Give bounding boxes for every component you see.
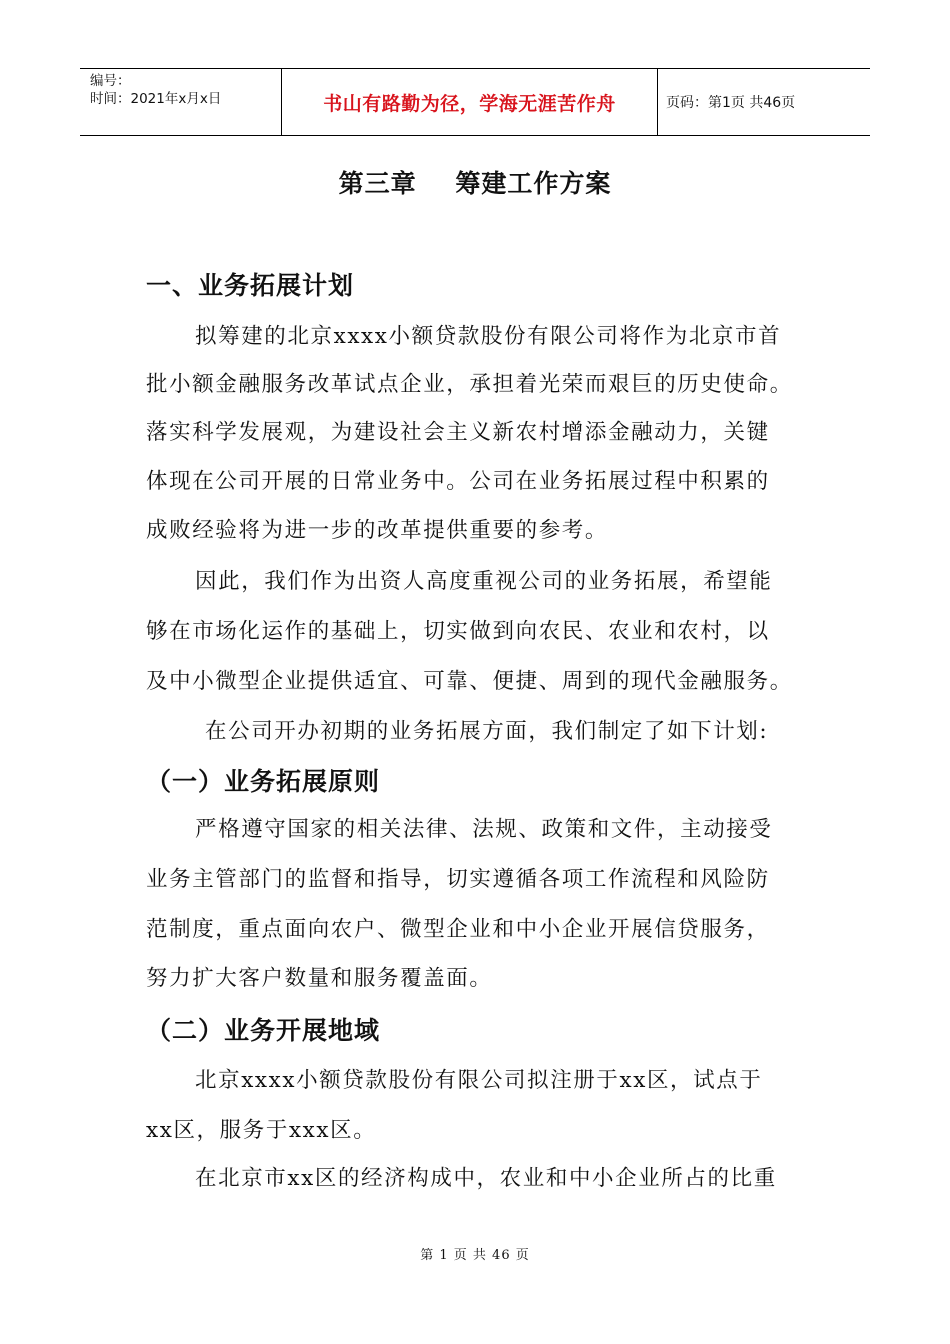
header-meta: [80, 69, 282, 135]
paragraph-line: xx区，服务于xxx区。: [146, 1118, 377, 1143]
paragraph-line: 够在市场化运作的基础上，切实做到向农民、农业和农村，以: [146, 619, 770, 644]
number-label: 编号：: [90, 73, 131, 89]
paragraph-line: 因此，我们作为出资人高度重视公司的业务拓展，希望能: [195, 569, 773, 594]
header-page-code: 页码：第1页 共46页: [666, 95, 796, 111]
paragraph-line: 范制度，重点面向农户、微型企业和中小企业开展信贷服务，: [146, 917, 770, 942]
section-heading: 一、业务拓展计划: [146, 271, 355, 300]
chapter-title: 第三章 筹建工作方案: [338, 169, 612, 198]
paragraph-line: 及中小微型企业提供适宜、可靠、便捷、周到的现代金融服务。: [146, 669, 793, 694]
time-label: 时间：2021年x月x日: [90, 91, 222, 107]
paragraph-line: 北京xxxx小额贷款股份有限公司拟注册于xx区，试点于: [195, 1068, 763, 1093]
subsection-heading: （一）业务拓展原则: [146, 767, 381, 796]
paragraph-line: 在北京市xx区的经济构成中，农业和中小企业所占的比重: [195, 1166, 777, 1191]
paragraph-line: 业务主管部门的监督和指导，切实遵循各项工作流程和风险防: [146, 867, 770, 892]
paragraph-line: 落实科学发展观，为建设社会主义新农村增添金融动力，关键: [146, 420, 770, 445]
paragraph-line: 拟筹建的北京xxxx小额贷款股份有限公司将作为北京市首: [195, 324, 782, 349]
page-footer: 第 1 页 共 46 页: [420, 1248, 530, 1263]
header-motto: 书山有路勤为径，学海无涯苦作舟: [282, 69, 658, 135]
paragraph-line: 成败经验将为进一步的改革提供重要的参考。: [146, 518, 609, 543]
paragraph-line: 体现在公司开展的日常业务中。公司在业务拓展过程中积累的: [146, 469, 770, 494]
paragraph-line: 在公司开办初期的业务拓展方面，我们制定了如下计划:: [205, 719, 769, 744]
document-header: [80, 68, 870, 136]
paragraph-line: 批小额金融服务改革试点企业，承担着光荣而艰巨的历史使命。: [146, 372, 793, 397]
paragraph-line: 努力扩大客户数量和服务覆盖面。: [146, 966, 493, 991]
subsection-heading: （二）业务开展地域: [146, 1016, 381, 1045]
paragraph-line: 严格遵守国家的相关法律、法规、政策和文件，主动接受: [195, 817, 773, 842]
